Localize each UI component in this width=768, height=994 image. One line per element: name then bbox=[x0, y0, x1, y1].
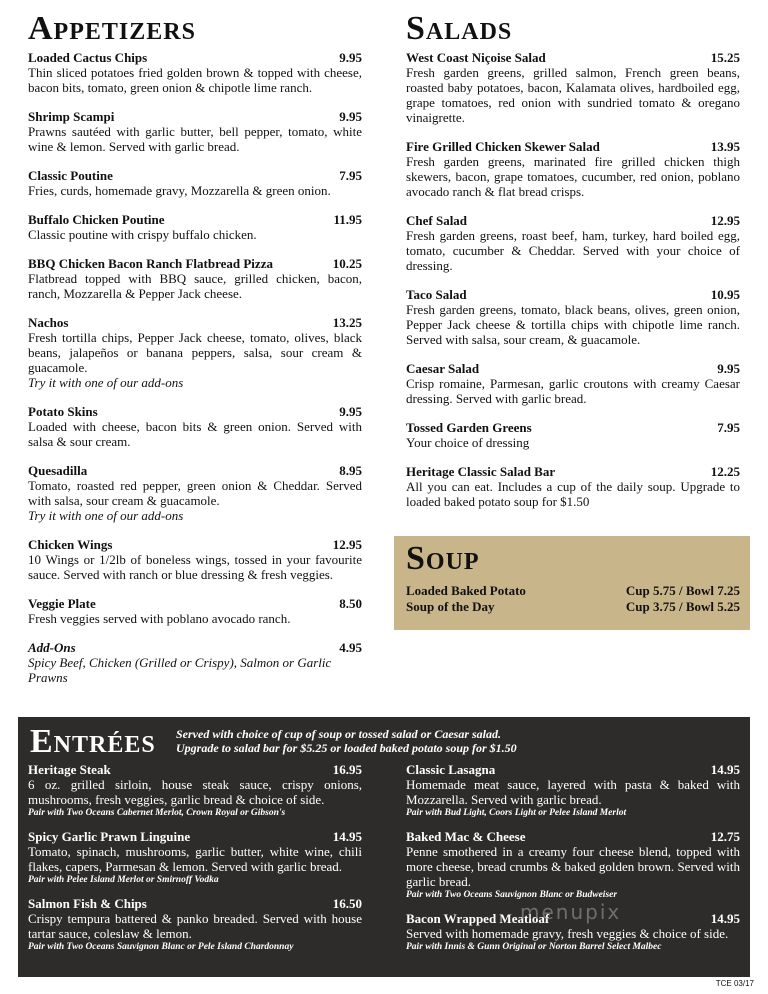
item-name: Taco Salad bbox=[406, 287, 467, 302]
item-name: Heritage Classic Salad Bar bbox=[406, 464, 556, 479]
item-price: 16.50 bbox=[332, 896, 362, 911]
menu-item bbox=[28, 463, 362, 523]
item-name: West Coast Niçoise Salad bbox=[406, 50, 546, 65]
item-description: Prawns sautéed with garlic butter, bell pepper, tomato, white wine & lemon. Served with garlic bread. bbox=[28, 124, 362, 154]
addons-description: Spicy Beef, Chicken (Grilled or Crispy), Salmon or Garlic Prawns bbox=[28, 655, 332, 685]
item-name: Loaded Cactus Chips bbox=[28, 50, 148, 65]
menu-item bbox=[28, 762, 362, 819]
item-name: Quesadilla bbox=[28, 463, 88, 478]
footer-code: TCE 03/17 bbox=[715, 979, 754, 988]
item-description: Served with homemade gravy, fresh veggies & choice of side. bbox=[406, 926, 729, 941]
menu-item bbox=[28, 168, 362, 198]
item-name: Buffalo Chicken Poutine bbox=[28, 212, 165, 227]
entrees-subtitle-line: Served with choice of cup of soup or tossed salad or Caesar salad. bbox=[176, 727, 502, 741]
item-note: Try it with one of our add-ons bbox=[28, 375, 184, 390]
menu-item bbox=[406, 464, 740, 509]
item-description: Fresh garden greens, marinated fire grilled chicken thigh skewers, bacon, grape tomatoes, cucumber, red onion, poblano avocado ranch & flat bread crisps. bbox=[406, 154, 740, 199]
item-price: 14.95 bbox=[710, 911, 740, 926]
soup-item bbox=[406, 583, 740, 599]
addons-price: 4.95 bbox=[339, 640, 362, 655]
item-name: Bacon Wrapped Meatloaf bbox=[406, 911, 550, 926]
item-description: Fresh veggies served with poblano avocado ranch. bbox=[28, 611, 291, 626]
addons-item bbox=[28, 640, 362, 685]
soup-item bbox=[406, 599, 740, 615]
salads-list bbox=[406, 50, 740, 509]
item-name: Caesar Salad bbox=[406, 361, 480, 376]
item-name: Heritage Steak bbox=[28, 762, 111, 777]
item-description: Homemade meat sauce, layered with pasta & baked with Mozzarella. Served with garlic bread. bbox=[406, 777, 740, 807]
item-description: Crispy tempura battered & panko breaded. Served with house tartar sauce, coleslaw & lemon. bbox=[28, 911, 362, 941]
item-name: Loaded Baked Potato bbox=[406, 583, 526, 598]
item-name: Potato Skins bbox=[28, 404, 98, 419]
item-name: Baked Mac & Cheese bbox=[406, 829, 526, 844]
item-description: Crisp romaine, Parmesan, garlic croutons with creamy Caesar dressing. Served with garlic bread. bbox=[406, 376, 740, 406]
menu-item bbox=[406, 287, 740, 347]
menu-item bbox=[406, 762, 740, 819]
item-price: 14.95 bbox=[710, 762, 740, 777]
item-price: 13.95 bbox=[710, 139, 740, 154]
item-price: 10.25 bbox=[332, 256, 362, 271]
item-price: 8.95 bbox=[339, 463, 362, 478]
item-price: 15.25 bbox=[710, 50, 740, 65]
item-description: 10 Wings or 1/2lb of boneless wings, tossed in your favourite sauce. Served with ranch or blue dressing & fresh veggies. bbox=[28, 552, 362, 582]
item-price: 9.95 bbox=[339, 50, 362, 65]
item-name: Chicken Wings bbox=[28, 537, 113, 552]
item-name: Salmon Fish & Chips bbox=[28, 896, 147, 911]
item-price: 12.95 bbox=[710, 213, 740, 228]
appetizers-list bbox=[28, 50, 362, 685]
menu-item bbox=[28, 50, 362, 95]
item-description: Fresh tortilla chips, Pepper Jack cheese, tomato, olives, black beans, jalapeños or banana peppers, salsa, sour cream & guacamole. bbox=[28, 330, 362, 375]
item-price: 8.50 bbox=[339, 596, 362, 611]
item-name: Soup of the Day bbox=[406, 599, 495, 614]
menu-item bbox=[406, 50, 740, 125]
item-description: Fresh garden greens, roast beef, ham, turkey, hard boiled egg, tomato, cucumber & Cheddar. Served with your choice of dressing. bbox=[406, 228, 740, 273]
item-description: Fries, curds, homemade gravy, Mozzarella & green onion. bbox=[28, 183, 331, 198]
item-description: 6 oz. grilled sirloin, house steak sauce, crispy onions, mushrooms, fresh veggies, garlic bread & choice of side. bbox=[28, 777, 362, 807]
item-description: Flatbread topped with BBQ sauce, grilled chicken, bacon, ranch, Mozzarella & Pepper Jack cheese. bbox=[28, 271, 362, 301]
menu-item bbox=[28, 256, 362, 301]
item-pairing: Pair with Pelee Island Merlot or Smirnoff Vodka bbox=[28, 875, 219, 885]
entrees-left-column bbox=[28, 762, 362, 963]
salads-section bbox=[406, 10, 740, 523]
item-name: Shrimp Scampi bbox=[28, 109, 115, 124]
item-description: Fresh garden greens, tomato, black beans, olives, green onion, Pepper Jack cheese & tortilla chips with chipotle lime ranch. Served with salsa, sour cream, & guacamole. bbox=[406, 302, 740, 347]
watermark-logo: menupix bbox=[520, 900, 622, 924]
item-price: 9.95 bbox=[717, 361, 740, 376]
item-pairing: Pair with Two Oceans Sauvignon Blanc or Pele Island Chardonnay bbox=[28, 942, 294, 952]
item-price: 9.95 bbox=[339, 404, 362, 419]
entrees-section bbox=[18, 717, 750, 977]
item-note: Try it with one of our add-ons bbox=[28, 508, 184, 523]
menu-item bbox=[406, 361, 740, 406]
menu-item bbox=[28, 596, 362, 626]
item-name: Spicy Garlic Prawn Linguine bbox=[28, 829, 191, 844]
menu-item bbox=[406, 420, 740, 450]
item-description: Tomato, roasted red pepper, green onion & Cheddar. Served with salsa, sour cream & guacamole. bbox=[28, 478, 362, 508]
item-description: Your choice of dressing bbox=[406, 435, 530, 450]
item-price: 14.95 bbox=[332, 829, 362, 844]
menu-item bbox=[28, 829, 362, 886]
menu-item bbox=[406, 213, 740, 273]
menu-item bbox=[28, 212, 362, 242]
addons-name: Add-Ons bbox=[28, 640, 76, 655]
item-price: 9.95 bbox=[339, 109, 362, 124]
item-pairing: Pair with Two Oceans Sauvignon Blanc or Budweiser bbox=[406, 890, 618, 900]
entrees-subtitle-line: Upgrade to salad bar for $5.25 or loaded baked potato soup for $1.50 bbox=[176, 741, 517, 755]
item-description: Fresh garden greens, grilled salmon, French green beans, roasted baby potatoes, bacon, Kalamata olives, hardboiled egg, grape tomatoes, red onion with sundried tomato & oregano vinaigrette. bbox=[406, 65, 740, 125]
menu-item bbox=[28, 109, 362, 154]
item-name: BBQ Chicken Bacon Ranch Flatbread Pizza bbox=[28, 256, 273, 271]
item-description: All you can eat. Includes a cup of the daily soup. Upgrade to loaded baked potato soup for $1.50 bbox=[406, 479, 740, 509]
item-description: Classic poutine with crispy buffalo chicken. bbox=[28, 227, 257, 242]
item-price: 13.25 bbox=[332, 315, 362, 330]
item-price: 16.95 bbox=[332, 762, 362, 777]
item-description: Thin sliced potatoes fried golden brown & topped with cheese, bacon bits, tomato, green onion & chipotle lime ranch. bbox=[28, 65, 362, 95]
menu-item bbox=[406, 829, 740, 901]
salads-title: Salads bbox=[406, 10, 513, 47]
item-pairing: Pair with Two Oceans Cabernet Merlot, Crown Royal or Gibson's bbox=[28, 808, 286, 818]
item-price: 12.95 bbox=[332, 537, 362, 552]
item-price: 11.95 bbox=[333, 212, 362, 227]
entrees-right-column bbox=[406, 762, 740, 963]
soup-list bbox=[406, 583, 740, 615]
item-name: Classic Lasagna bbox=[406, 762, 496, 777]
item-name: Veggie Plate bbox=[28, 596, 96, 611]
item-description: Loaded with cheese, bacon bits & green onion. Served with salsa & sour cream. bbox=[28, 419, 362, 449]
item-name: Chef Salad bbox=[406, 213, 468, 228]
item-price: 10.95 bbox=[710, 287, 740, 302]
entrees-subtitle bbox=[176, 727, 517, 755]
item-price: 12.75 bbox=[710, 829, 740, 844]
item-price: 12.25 bbox=[710, 464, 740, 479]
item-name: Tossed Garden Greens bbox=[406, 420, 532, 435]
soup-section bbox=[394, 536, 750, 630]
item-price: Cup 3.75 / Bowl 5.25 bbox=[625, 599, 740, 614]
appetizers-title: Appetizers bbox=[28, 10, 196, 47]
menu-item bbox=[28, 315, 362, 390]
menu-item bbox=[28, 896, 362, 953]
appetizers-section bbox=[28, 10, 362, 699]
item-name: Nachos bbox=[28, 315, 69, 330]
item-description: Tomato, spinach, mushrooms, garlic butter, white wine, chili flakes, capers, Parmesan & lemon. Served with garlic bread. bbox=[28, 844, 362, 874]
item-description: Penne smothered in a creamy four cheese blend, topped with more cheese, bread crumbs & baked golden brown. Served with garlic bread. bbox=[406, 844, 740, 889]
item-name: Fire Grilled Chicken Skewer Salad bbox=[406, 139, 600, 154]
item-pairing: Pair with Bud Light, Coors Light or Pelee Island Merlot bbox=[406, 808, 627, 818]
item-price: Cup 5.75 / Bowl 7.25 bbox=[625, 583, 740, 598]
item-pairing: Pair with Innis & Gunn Original or Norton Barrel Select Malbec bbox=[406, 942, 662, 952]
soup-title: Soup bbox=[406, 540, 480, 577]
menu-item bbox=[406, 139, 740, 199]
menu-item bbox=[28, 537, 362, 582]
item-price: 7.95 bbox=[339, 168, 362, 183]
menu-item bbox=[28, 404, 362, 449]
item-name: Classic Poutine bbox=[28, 168, 113, 183]
item-price: 7.95 bbox=[717, 420, 740, 435]
entrees-title: Entrées bbox=[30, 723, 156, 760]
